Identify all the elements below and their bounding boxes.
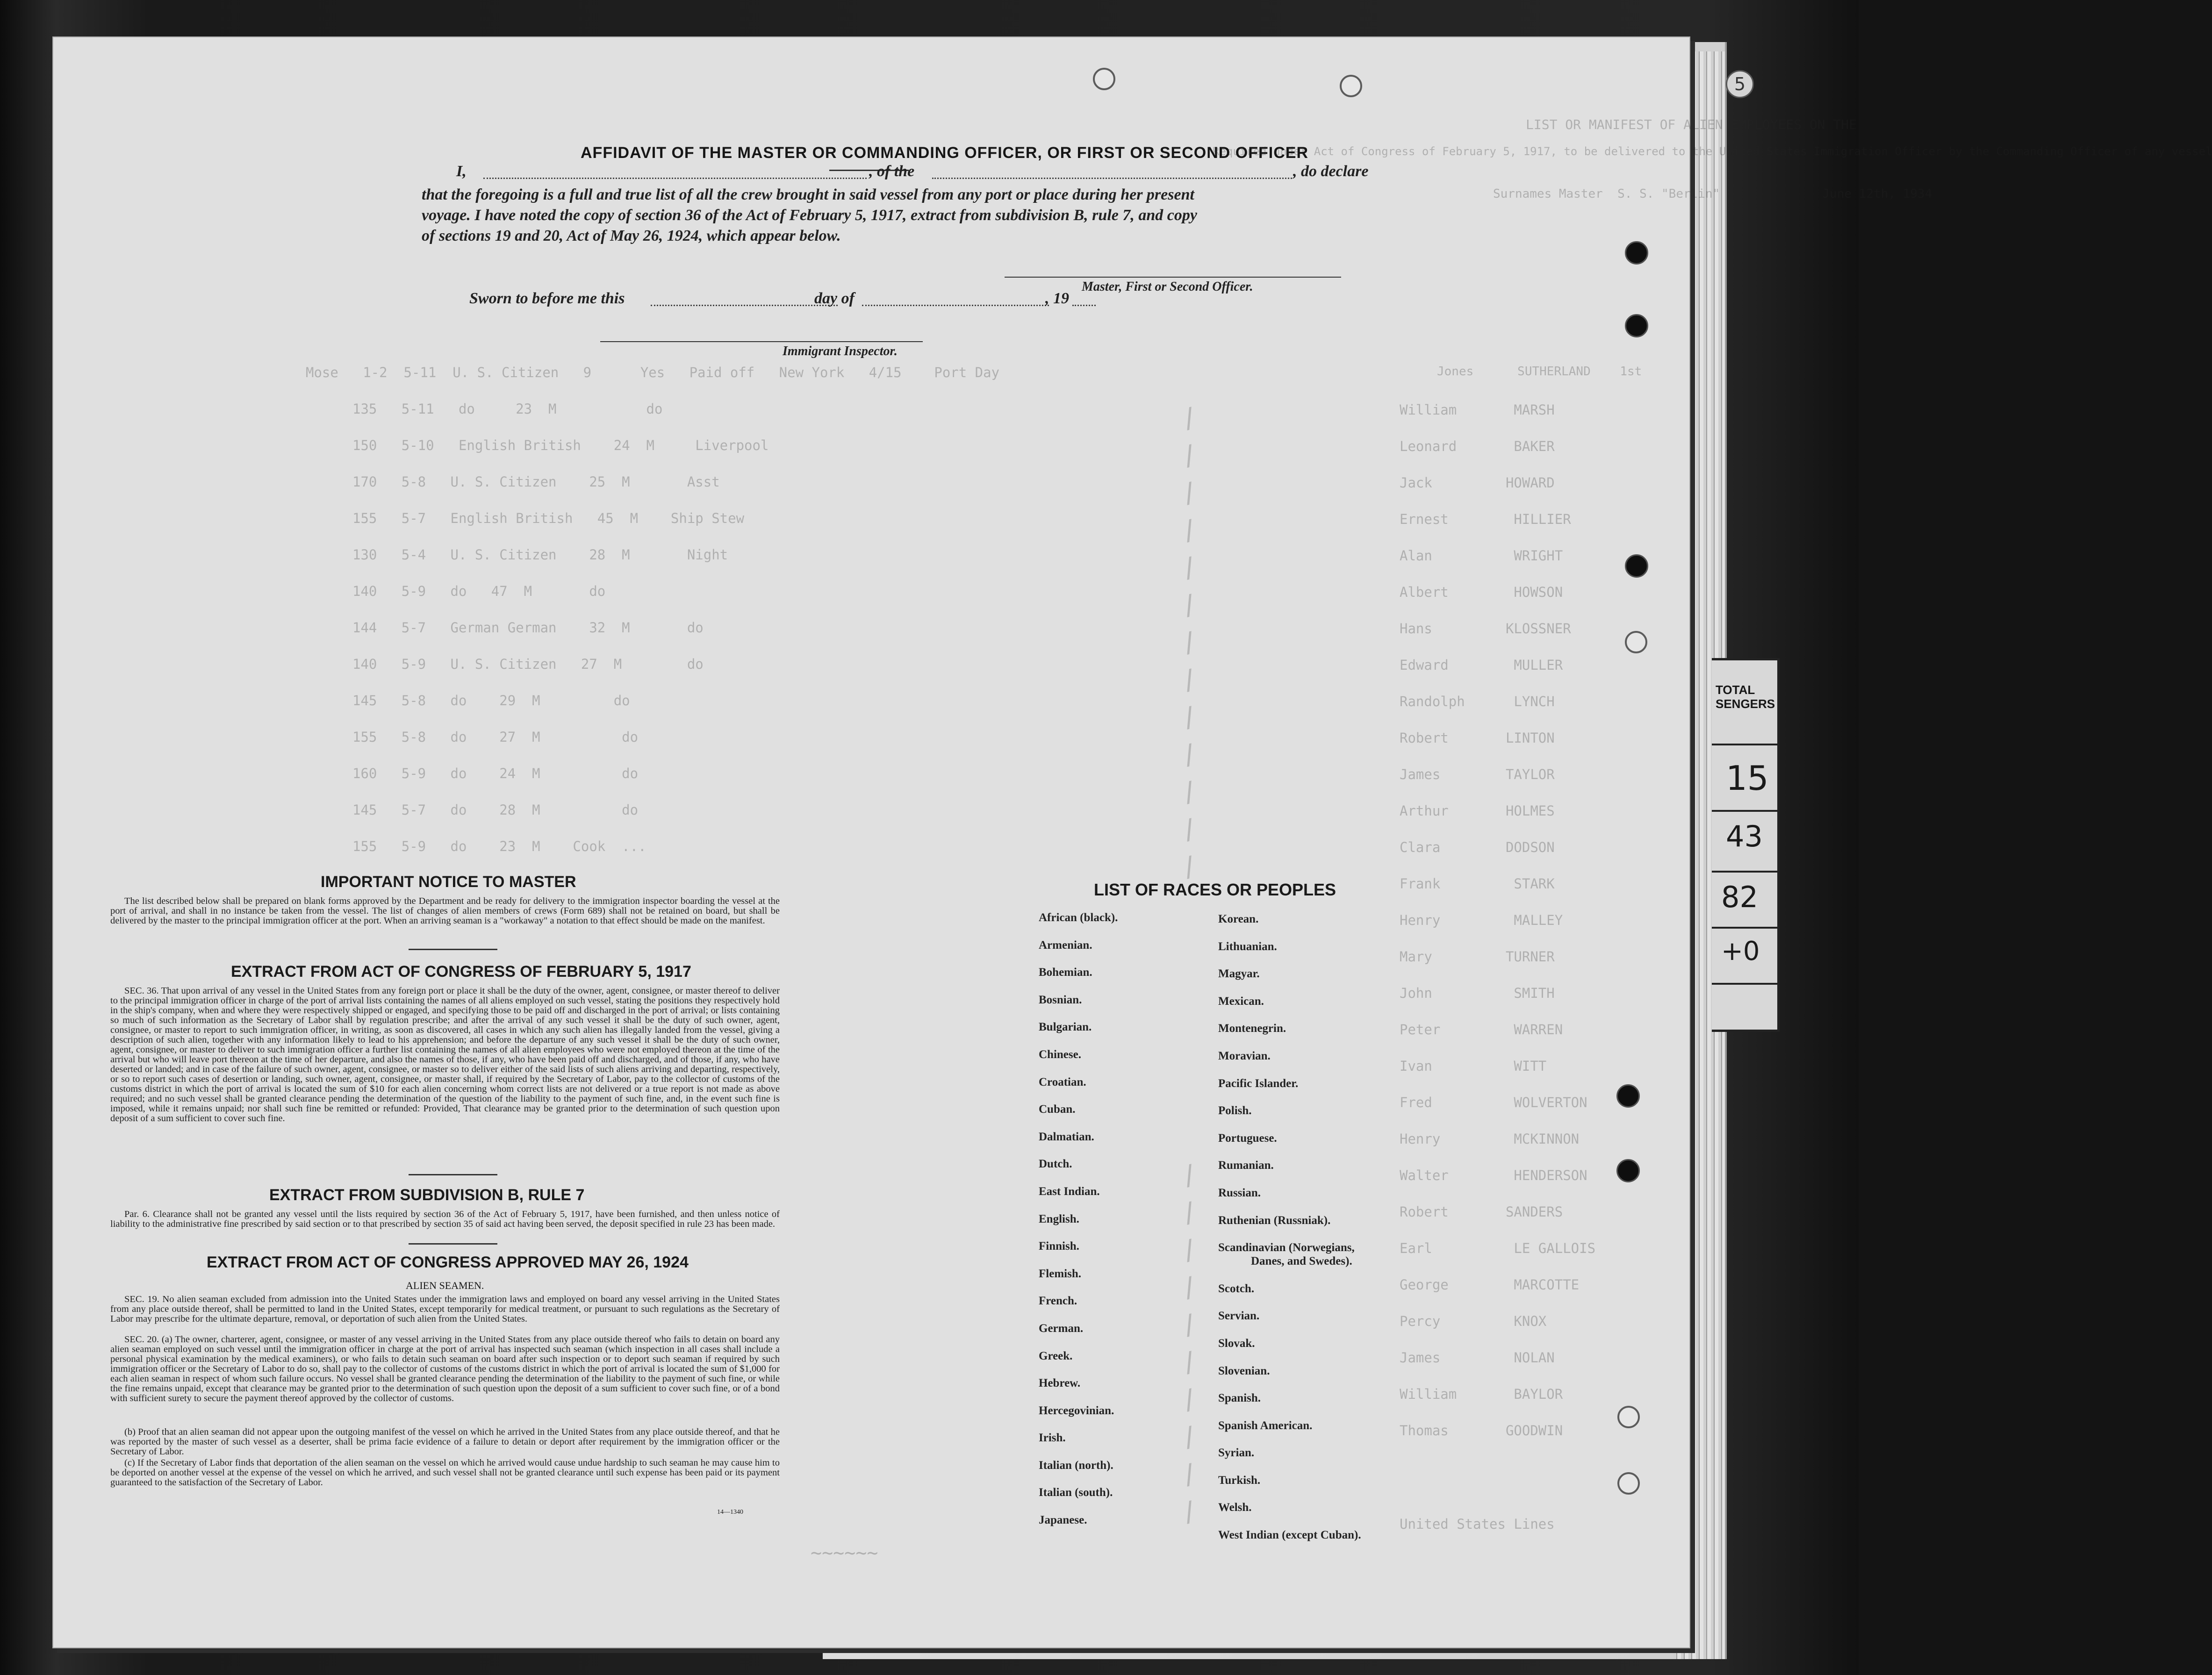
- race-item: Turkish.: [1218, 1474, 1261, 1487]
- race-item: German.: [1039, 1322, 1084, 1335]
- races-title: LIST OF RACES OR PEOPLES: [1094, 880, 1336, 899]
- race-item: Greek.: [1039, 1349, 1073, 1362]
- punch-hole: [1093, 68, 1115, 90]
- extract-1924-title: EXTRACT FROM ACT OF CONGRESS APPROVED MAY 26, 1924: [207, 1253, 689, 1271]
- race-item: Slovak.: [1218, 1337, 1255, 1350]
- punch-hole: [1625, 631, 1647, 653]
- race-item: East Indian.: [1039, 1185, 1100, 1198]
- race-item: Russian.: [1218, 1186, 1261, 1199]
- sec20c-body: (c) If the Secretary of Labor finds that deportation of the alien seaman on the vessel on which he arrived would cause undue hardship to such seaman he may cause him to be deported on another vessel at the expense of the vessel on which he arrived, and such vessel shall not be granted clearance until such expense has been paid or its payment guaranteed to the satisfaction of the Secretary of Labor.: [110, 1458, 780, 1488]
- tab-value: 82: [1721, 880, 1758, 914]
- race-item: Polish.: [1218, 1104, 1252, 1117]
- race-item: Finnish.: [1039, 1240, 1079, 1253]
- race-item: Chinese.: [1039, 1048, 1081, 1061]
- race-item: West Indian (except Cuban).: [1218, 1529, 1361, 1542]
- tab-header: [1716, 683, 1775, 711]
- race-item: Rumanian.: [1218, 1159, 1274, 1172]
- vessel-blank: [932, 178, 1292, 179]
- month-blank: [862, 305, 1049, 306]
- race-item: Montenegrin.: [1218, 1022, 1286, 1035]
- race-item: Bosnian.: [1039, 993, 1082, 1006]
- punch-hole: [1625, 314, 1648, 337]
- extract-1917-title: EXTRACT FROM ACT OF CONGRESS OF FEBRUARY 5, 1917: [231, 963, 691, 981]
- form-number: 14—1340: [717, 1509, 743, 1516]
- race-item: Flemish.: [1039, 1267, 1081, 1280]
- sworn-day-of: day of: [814, 290, 855, 307]
- notice-body: The list described below shall be prepared on blank forms approved by the Department and be ready for delivery to the immigration inspector boarding the vessel at the port of arrival, and shall in no instance be taken from the vessel. The list of changes of alien members of crews (Form 689) shall not be retained on board, but shall be delivered by the master to the principal immigration officer at the port. When an arriving seaman is a "workaway" a notation to that effect should be made on the manifest.: [110, 896, 780, 926]
- race-item: Dutch.: [1039, 1158, 1072, 1171]
- race-item: Scotch.: [1218, 1282, 1255, 1295]
- race-item: Korean.: [1218, 913, 1259, 925]
- signature-line: [1005, 277, 1341, 278]
- race-item: Slovenian.: [1218, 1364, 1270, 1377]
- race-item: Irish.: [1039, 1432, 1066, 1445]
- race-item: Spanish.: [1218, 1392, 1261, 1405]
- race-item: Danes, and Swedes).: [1251, 1255, 1352, 1268]
- race-item: Mexican.: [1218, 995, 1264, 1008]
- race-item: Ruthenian (Russniak).: [1218, 1214, 1331, 1227]
- punch-hole: [1340, 75, 1362, 97]
- race-item: Servian.: [1218, 1310, 1260, 1323]
- total-passengers-tab: [1712, 658, 1780, 1032]
- race-item: Welsh.: [1218, 1501, 1252, 1514]
- tab-value: 43: [1726, 819, 1763, 853]
- extract-rule7-title: EXTRACT FROM SUBDIVISION B, RULE 7: [269, 1186, 585, 1204]
- tab-value: +0: [1721, 936, 1760, 966]
- race-item: English.: [1039, 1212, 1079, 1225]
- punch-hole: [1616, 1084, 1640, 1108]
- race-item: Syrian.: [1218, 1446, 1255, 1460]
- divider: [409, 949, 497, 950]
- sheet-number: 5: [1726, 70, 1754, 98]
- affidavit-title: AFFIDAVIT OF THE MASTER OR COMMANDING OFFICER, OR FIRST OR SECOND OFFICER: [581, 144, 1308, 162]
- punch-hole: [1617, 1406, 1640, 1428]
- race-item: Hebrew.: [1039, 1377, 1081, 1390]
- race-item: Pacific Islander.: [1218, 1077, 1299, 1090]
- declare-do-declare: , do declare: [1293, 163, 1369, 180]
- affidavit-line-2: voyage. I have noted the copy of section 36 of the Act of February 5, 1917, extract from subdivision B, rule 7, and copy: [422, 207, 1197, 224]
- race-item: Italian (south).: [1039, 1486, 1113, 1499]
- race-item: Magyar.: [1218, 967, 1260, 981]
- tab-header-line-1: TOTAL: [1716, 683, 1755, 697]
- year-blank: [1072, 305, 1096, 306]
- sec19-body: SEC. 19. No alien seaman excluded from admission into the United States under the immigration laws and employed on board any vessel arriving in the United States from any place outside thereof, shall be permitted to land in the United States, except temporarily for medical treatment, or pursuant to such regulations as the Secretary of Labor may prescribe for the ultimate departure, removal, or deportation of such alien from the United States.: [110, 1294, 780, 1324]
- notice-title: IMPORTANT NOTICE TO MASTER: [321, 873, 576, 891]
- races-left-column: [1039, 911, 1118, 1541]
- sec20a-body: SEC. 20. (a) The owner, charterer, agent, consignee, or master of any vessel arriving in the United States from any place outside thereof who fails to detain on board any alien seaman employed on such vessel until the immigration officer in charge at the port of arrival has inspected such seaman (which inspection in all cases shall include a personal physical examination by the medical examiners), or who fails to detain such seaman on board after such inspection or to deport such seaman if required by such immigration officer or the Secretary of Labor to do so, shall pay to the collector of customs of the customs district in which the port of arrival is located the sum of $1,000 for each alien seaman in respect of whom such failure occurs. No vessel shall be granted clearance pending the determination of the liability to the payment of such fine, or while the fine remains unpaid, except that clearance may be granted prior to the determination of such question upon the deposit of a sum sufficient to cover such fine, or of a bond with sufficient surety to secure the payment thereof approved by the collector of customs.: [110, 1334, 780, 1403]
- inspector-signature-line: [600, 341, 923, 342]
- race-item: Bohemian.: [1039, 966, 1092, 979]
- race-item: Japanese.: [1039, 1514, 1087, 1527]
- declare-of-the: , of the: [869, 163, 915, 180]
- race-item: Hercegovinian.: [1039, 1404, 1114, 1417]
- divider: [409, 1243, 497, 1245]
- race-item: Dalmatian.: [1039, 1130, 1094, 1143]
- divider: [409, 1174, 497, 1175]
- extract-rule7-body: Par. 6. Clearance shall not be granted any vessel until the lists required by section 36 of the Act of February 5, 1917, have been furnished, and then unless notice of liability to the administrative fine prescribed by said section or to that prescribed by section 35 of said act having been served, the deposit specified in rule 23 has been made.: [110, 1209, 780, 1229]
- races-right-column: [1218, 913, 1361, 1556]
- punch-hole: [1625, 554, 1648, 578]
- race-item: Italian (north).: [1039, 1459, 1113, 1472]
- punch-hole: [1617, 1472, 1640, 1495]
- race-item: African (black).: [1039, 911, 1118, 924]
- alien-seamen-subtitle: ALIEN SEAMEN.: [406, 1280, 484, 1291]
- race-item: Scandinavian (Norwegians,: [1218, 1241, 1355, 1254]
- tab-header-line-2: SENGERS: [1716, 697, 1775, 711]
- race-item: Lithuanian.: [1218, 940, 1277, 953]
- sworn-year: , 19: [1045, 290, 1069, 307]
- punch-hole: [1616, 1159, 1640, 1182]
- name-blank: [483, 178, 867, 179]
- sec20b-body: (b) Proof that an alien seaman did not appear upon the outgoing manifest of the vessel on which he arrived in the United States from any place outside thereof, and that he was reported by the master of such vessel as a deserter, shall be prima facie evidence of a failure to detain or deport after requirement by the immigration officer or the Secretary of Labor.: [110, 1427, 780, 1457]
- day-blank: [651, 305, 838, 306]
- punch-hole: [1625, 241, 1648, 265]
- race-item: Cuban.: [1039, 1103, 1076, 1116]
- race-item: Moravian.: [1218, 1049, 1271, 1062]
- extract-1917-body: SEC. 36. That upon arrival of any vessel in the United States from any foreign port or place it shall be the duty of the owner, agent, consignee, or master thereof to deliver to the principal immigration officer in charge of the port of arrival lists containing the names of all aliens employed on such vessel, stating the positions they respectively hold in the ship's company, when and where they were respectively shipped or engaged, and specifying those to be paid off and discharged in the port of arrival; or lists containing so much of such information as the Secretary of Labor shall by regulation prescribe; and after the arrival of any such vessel it shall be the duty of such owner, agent, consignee, or master to report to such immigration officer, in writing, as soon as discovered, all cases in which any such alien has illegally landed from the vessel, giving a description of such alien, together with any information likely to lead to his apprehension; and before the departure of any such vessel it shall be the duty of such owner, agent, consignee, or master to deliver to such immigration officer a further list containing the names of all alien employees who were not employed thereon at the time of the arrival but who will leave port thereon at the time of her departure, and also the names of those, if any, who have been paid off and discharged, and of those, if any, who have deserted or landed; and in case of the failure of such owner, agent, consignee, or master so to deliver either of the said lists of such aliens arriving and departing, respectively, or so to report such cases of desertion or landing, such owner, agent, consignee, or master shall, if required by the Secretary of Labor, pay to the collector of customs of the customs district in which the port of arrival is located the sum of $10 for each alien concerning whom correct lists are not delivered or a true report is not made as above required; and no such vessel shall be granted clearance pending the determination of the question of the liability to the payment of such fine, and, in the event such fine is imposed, while it remains unpaid; nor shall such fine be remitted or refunded: Provided, That clearance may be granted prior to the determination of such question upon deposit of a sum sufficient to cover such fine.: [110, 986, 780, 1124]
- race-item: Portuguese.: [1218, 1131, 1277, 1145]
- master-caption: Master, First or Second Officer.: [1082, 279, 1253, 294]
- race-item: Bulgarian.: [1039, 1021, 1092, 1034]
- affidavit-line-1: that the foregoing is a full and true list of all the crew brought in said vessel from any port or place during her present: [422, 186, 1194, 203]
- inspector-caption: Immigrant Inspector.: [783, 344, 898, 358]
- print-through-layer: Mose 1-2 5-11 U. S. Citizen 9 Yes Paid off New York 4/15 Port Day 135 5-11 do 23 M do 150 5-10 English British 24 M Liverpool 170 5-8 U. S. Citizen 25 M Asst 155 5-7 English British 45 M Ship Stew 130 5-4 U. S. Citizen 28 M Night 140 5-9 do 47 M do 144 5-7 German German 32 M do 140 5-9 U. S. Citizen 27 M do 145 5-8 do 29 M do 155 5-8 do 27 M do 160 5-9 do 24 M do 145 5-7 do 28 M do 155 5-9 do 23 M Cook ... Jones SUTHERLAND 1st William MARSH Leonard BAKER Jack HOWARD Ernest HILLIER Alan WRIGHT Albert HOWSON Hans KLOSSNER Edward MULLER Randolph LYNCH Robert LINTON James TAYLOR Arthur HOLMES Clara DODSON Frank STARK Henry MALLEY Mary TURNER John SMITH Peter WARREN Ivan WITT Fred WOLVERTON Henry MCKINNON Walter HENDERSON Robert SANDERS Earl LE GALLOIS George MARCOTTE Percy KNOX James NOLAN William BAYLOR Thomas GOODWIN United States Lines LIST OR MANIFEST OF ALIEN EMPLOYEES ON THE Required under Act of Congress of February 5, 1917, to be delivered to the United States Immigration Officer by the Commanding Officer of any vessel Surnames Master S. S. "Berlin" June 12th, 1934 / / / / / / / / / / / / / / / / / / / / / / / ~~~~~~: [306, 117, 2212, 1564]
- tab-value: 15: [1726, 759, 1769, 798]
- race-item: French.: [1039, 1295, 1077, 1308]
- declare-i: I,: [456, 163, 467, 180]
- race-item: Croatian.: [1039, 1075, 1086, 1088]
- affidavit-line-3: of sections 19 and 20, Act of May 26, 1924, which appear below.: [422, 227, 841, 244]
- race-item: Armenian.: [1039, 938, 1092, 952]
- race-item: Spanish American.: [1218, 1419, 1313, 1432]
- sworn-prefix: Sworn to before me this: [469, 290, 625, 307]
